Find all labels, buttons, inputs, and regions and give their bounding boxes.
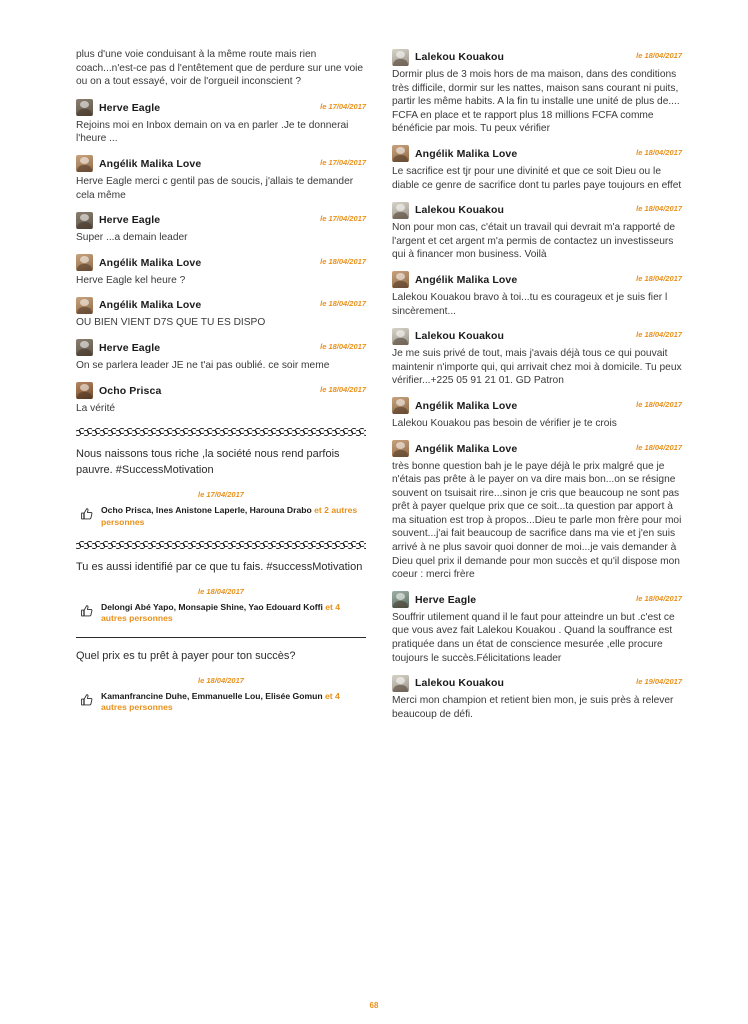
comment-header [76, 339, 366, 357]
comment-text: Lalekou Kouakou bravo à toi...tu es courageux et je suis fier l sincèrement... [392, 291, 668, 317]
likes-row [76, 602, 366, 625]
comment-author: Lalekou Kouakou [415, 677, 505, 690]
left-column [76, 48, 366, 978]
comment-text: Herve Eagle merci c gentil pas de soucis, j'allais te demander cela même [76, 175, 354, 201]
comment-text: On se parlera leader JE ne t'ai pas oublié. ce soir meme [76, 359, 330, 371]
comment [76, 296, 366, 330]
comment-header [76, 211, 366, 229]
comment-date: le 18/04/2017 [636, 51, 682, 60]
comment-header [392, 201, 682, 219]
comment-text: Herve Eagle kel heure ? [76, 274, 186, 286]
comment-header [392, 48, 682, 66]
right-column [392, 48, 682, 978]
comment-date: le 18/04/2017 [636, 399, 682, 409]
comment [392, 145, 682, 192]
comment-header [76, 254, 366, 272]
intro-paragraph: plus d'une voie conduisant à la même route mais rien coach...n'est-ce pas d l'entêtement que de perdure sur une voie ou on a tout essayé, voir de l'orgueil inconscient ? [76, 49, 364, 88]
comment-header [392, 440, 682, 458]
comment-author: Angélik Malika Love [415, 273, 518, 286]
comment-text: Dormir plus de 3 mois hors de ma maison, dans des conditions très difficile, dormir sur les nattes, maison sans courant ni puits, partir les même habits. A la fin tu installe une unité de plus de.... FCFA en place et te rapport plus 18 millions FCFA comme bénéficie par mois. Tu peux vérifier [392, 69, 680, 135]
avatar [392, 328, 409, 345]
post-date: le 18/04/2017 [198, 586, 244, 596]
post-separator [76, 541, 366, 549]
comment-date: le 17/04/2017 [320, 101, 366, 111]
comment-date: le 18/04/2017 [636, 273, 682, 283]
comment-date: le 18/04/2017 [320, 256, 366, 266]
likes-more: et 4 autres personnes [101, 601, 341, 624]
comment-header [76, 99, 366, 117]
comment-date: le 18/04/2017 [320, 341, 366, 351]
comment-text: Rejoins moi en Inbox demain on va en parler .Je te donnerai l'heure ... [76, 119, 349, 145]
thumbs-up-icon [80, 604, 94, 618]
comment [392, 591, 682, 665]
comment-date: le 18/04/2017 [636, 204, 682, 214]
comment-date: le 18/04/2017 [320, 384, 366, 394]
comment-header [392, 145, 682, 163]
comment-text: très bonne question bah je le paye déjà le prix malgré que je n'étais pas prête à le payer on va dire mais bon...on se résigne souvent on tsuisait rire...sinon je cris que beaucoup ne sont pas prêt à payer quelque prix que ce soit...ta question par apport à ma situation est trop à propos...Dieu te parle mon frère pour moi souvent...j'ai fait beaucoup de sacrifice dans ma vie et j'en suis arrivé à ne plus savoir quoi donner de moi...je vais demander à Dieu quel prix il demande pour mon succès et qu'il dispose mon coeur : merci frère [392, 460, 682, 581]
avatar [76, 212, 93, 229]
comment-author: Angélik Malika Love [415, 399, 518, 412]
comment-author: Herve Eagle [99, 214, 161, 227]
post-text: Nous naissons tous riche ,la société nous rend parfois pauvre. #SuccessMotivation [76, 448, 340, 477]
comment-header [392, 271, 682, 289]
comment-date: le 17/04/2017 [320, 214, 366, 224]
comment-date: le 19/04/2017 [636, 677, 682, 687]
comment [392, 674, 682, 721]
post-date: le 18/04/2017 [198, 675, 244, 685]
post-separator [76, 428, 366, 436]
avatar [392, 675, 409, 692]
comment-date: le 18/04/2017 [636, 147, 682, 157]
comment-text: Le sacrifice est tjr pour une divinité et que ce soit Dieu ou le diable ce genre de sacrifice dont tu parles paye toujours en effet [392, 165, 682, 191]
comment [392, 271, 682, 318]
comment [392, 440, 682, 582]
comment-text: OU BIEN VIENT D7S QUE TU ES DISPO [76, 317, 266, 329]
comment-author: Lalekou Kouakou [415, 51, 505, 63]
avatar [76, 382, 93, 399]
two-column-layout [76, 48, 686, 978]
comment [76, 339, 366, 373]
comment-header [392, 327, 682, 345]
likes-text [101, 602, 366, 625]
comment [76, 211, 366, 245]
comment-text: Merci mon champion et retient bien mon, je suis près à relever beaucoup de défi. [392, 695, 674, 720]
comment [76, 155, 366, 202]
comment [392, 327, 682, 388]
likes-names: Ocho Prisca, Ines Anistone Laperle, Harouna Drabo [101, 505, 312, 516]
comment-text: Lalekou Kouakou pas besoin de vérifier je te crois [392, 417, 617, 429]
post-text: Tu es aussi identifié par ce que tu fais. #successMotivation [76, 560, 363, 573]
likes-more: et 2 autres personnes [101, 505, 358, 527]
post-text: Quel prix es tu prêt à payer pour ton succès? [76, 649, 296, 662]
comment [76, 382, 366, 416]
likes-more: et 4 autres personnes [101, 690, 340, 713]
comment-date: le 18/04/2017 [636, 593, 682, 603]
comment-text: Je me suis privé de tout, mais j'avais déjà tous ce qui pouvait maintenir n'importe qui, qui arrivait chez moi à domicile. Tu peux vérifier...+225 05 91 21 01. GD Patron [392, 348, 682, 387]
comment-header [76, 296, 366, 314]
comment-date: le 18/04/2017 [320, 299, 366, 309]
post-date: le 17/04/2017 [198, 490, 244, 500]
comment [392, 201, 682, 262]
comment-header [392, 397, 682, 415]
avatar [76, 254, 93, 271]
likes-row [76, 691, 366, 714]
comment-author: Angélik Malika Love [99, 256, 202, 269]
avatar [392, 145, 409, 162]
comment [392, 48, 682, 136]
avatar [392, 591, 409, 608]
avatar [76, 99, 93, 116]
comment-text: La vérité [76, 402, 116, 414]
comment-author: Angélik Malika Love [99, 299, 202, 312]
avatar [392, 202, 409, 219]
comment-header [392, 674, 682, 692]
comment-author: Lalekou Kouakou [415, 330, 505, 343]
likes-names: Delongi Abé Yapo, Monsapie Shine, Yao Edouard Koffi [101, 601, 323, 612]
avatar [76, 297, 93, 314]
likes-text [101, 691, 366, 714]
avatar [76, 155, 93, 172]
thumbs-up-icon [80, 693, 94, 707]
avatar [392, 49, 409, 66]
comment-header [76, 382, 366, 400]
comment-text: Non pour mon cas, c'était un travail qui devrait m'a rapporté de l'argent et cet argent m'a permis de contactez un investisseurs qui à financer mon business. Voilà [392, 222, 676, 261]
comment-author: Ocho Prisca [99, 384, 162, 397]
avatar [392, 440, 409, 457]
likes-text [101, 505, 366, 528]
comment-date: le 18/04/2017 [636, 442, 682, 452]
comment-text: Souffrir utilement quand il le faut pour atteindre un but .c'est ce que vous avez fait Lalekou Kouakou . Quand la souffrance est pratiquée dans un état de conscience mesurée ,elle procure toujours le succès.Félicitations leader [392, 611, 675, 664]
thumbs-up-icon [80, 507, 94, 521]
comment [76, 254, 366, 288]
comment-author: Lalekou Kouakou [415, 204, 505, 217]
avatar [76, 339, 93, 356]
comment-header [392, 591, 682, 609]
comment-date: le 17/04/2017 [320, 157, 366, 167]
page-number: 68 [369, 1001, 379, 1010]
comment-date: le 18/04/2017 [636, 330, 682, 340]
comment-header [76, 155, 366, 173]
comment-author: Herve Eagle [99, 101, 161, 114]
avatar [392, 397, 409, 414]
comment [76, 99, 366, 146]
likes-row [76, 505, 366, 528]
comment-author: Angélik Malika Love [99, 157, 202, 170]
avatar [392, 271, 409, 288]
likes-names: Kamanfrancine Duhe, Emmanuelle Lou, Elisée Gomun [101, 690, 323, 701]
comment-author: Herve Eagle [415, 593, 477, 606]
comment-author: Angélik Malika Love [415, 147, 518, 160]
post-divider [76, 637, 366, 638]
comment-text: Super ...a demain leader [76, 232, 188, 244]
comment-author: Angélik Malika Love [415, 442, 518, 455]
comment [392, 397, 682, 431]
comment-author: Herve Eagle [99, 341, 161, 354]
